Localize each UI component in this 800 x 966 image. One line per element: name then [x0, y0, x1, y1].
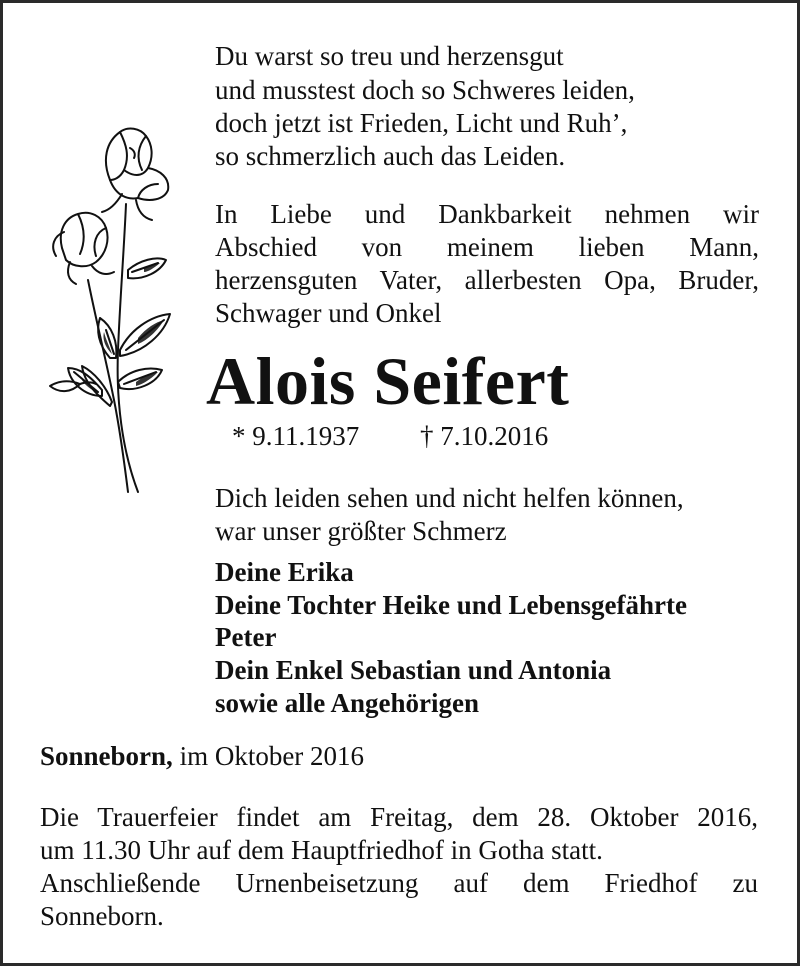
- mourner-line: Deine Erika: [215, 557, 354, 587]
- funeral-line: Sonneborn.: [40, 901, 164, 931]
- intro-line: In Liebe und Dankbarkeit nehmen wir: [215, 199, 759, 229]
- date: im Oktober 2016: [179, 741, 365, 771]
- place-date: [40, 740, 364, 772]
- mourner-line: Deine Tochter Heike und Lebensgefährte: [215, 590, 687, 620]
- intro-line: herzensguten Vater, allerbesten Opa, Bruder,: [215, 265, 759, 295]
- poem-line: doch jetzt ist Frieden, Licht und Ruh’,: [215, 108, 628, 138]
- mourner-line: Dein Enkel Sebastian und Antonia: [215, 655, 612, 685]
- mourner-line: sowie alle Angehörigen: [215, 688, 479, 718]
- poem-line: so schmerzlich auch das Leiden.: [215, 141, 566, 171]
- deceased-name: Alois Seifert: [206, 343, 570, 419]
- quote-line: war unser größter Schmerz: [215, 516, 507, 546]
- intro-line: Abschied von meinem lieben Mann,: [215, 232, 759, 262]
- rose-icon: [40, 120, 185, 505]
- birth-date: * 9.11.1937: [232, 421, 360, 451]
- intro-line: Schwager und Onkel: [215, 298, 442, 328]
- death-date: † 7.10.2016: [420, 421, 549, 451]
- funeral-line: Die Trauerfeier findet am Freitag, dem 28. Oktober 2016,: [40, 802, 758, 832]
- poem-line: Du warst so treu und herzensgut: [215, 41, 564, 71]
- quote-line: Dich leiden sehen und nicht helfen können,: [215, 483, 684, 513]
- poem-line: und musstest doch so Schweres leiden,: [215, 75, 635, 105]
- place: Sonneborn,: [40, 741, 173, 771]
- mourner-line: Peter: [215, 622, 277, 652]
- funeral-line: um 11.30 Uhr auf dem Hauptfriedhof in Gotha statt.: [40, 835, 603, 865]
- funeral-line: Anschließende Urnenbeisetzung auf dem Friedhof zu: [40, 868, 758, 898]
